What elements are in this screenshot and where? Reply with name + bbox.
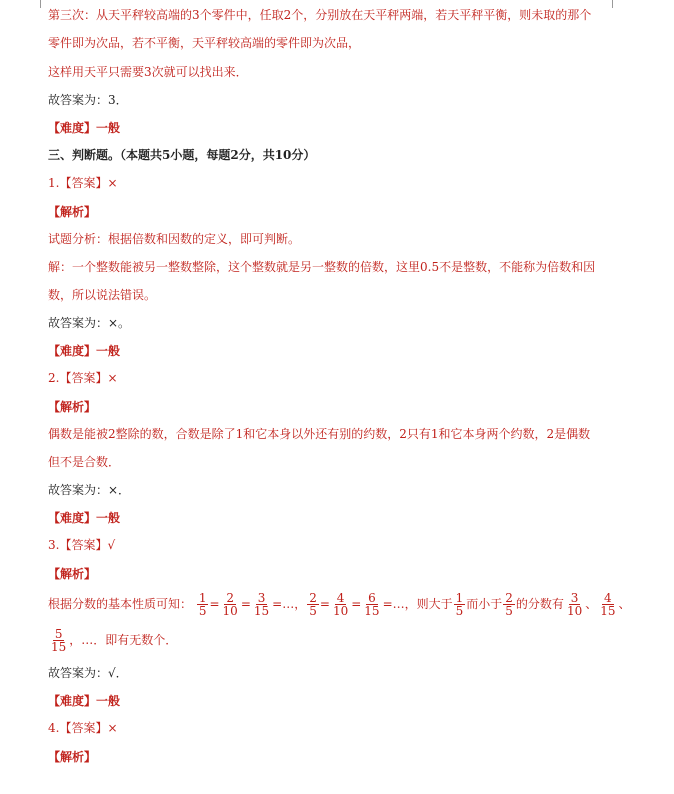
fraction: $\frac{1}{5}$: [198, 591, 207, 618]
difficulty-line: 【难度】一般: [48, 694, 121, 708]
fraction: $\frac{1}{5}$: [455, 591, 464, 618]
analysis-line: 数，所以说法错误。: [48, 288, 157, 302]
difficulty-line: 【难度】一般: [48, 511, 121, 525]
fraction-line: $\frac{5}{15}$ ，…．即有无数个．: [51, 627, 178, 654]
fraction: $\frac{2}{5}$: [309, 591, 317, 618]
analysis-line: 但不是合数．: [48, 455, 121, 469]
fraction: $\frac{3}{15}$: [253, 591, 270, 618]
answer-line: 故答案为：×。: [48, 316, 131, 330]
analysis-text: 根据分数的基本性质可知：: [48, 597, 193, 611]
question-answer: 2.【答案】×: [48, 371, 118, 385]
margin-mark-top-left: [40, 0, 41, 8]
fraction-line: 根据分数的基本性质可知： $\frac{1}{5}$ = $\frac{2}{10}$ = $\frac{3}{15}$ =…， $\frac{2}{5}$ = $\frac{4}{10}$ = $\frac{6}{15}$ =…，则大于 $\frac{1}{5}$ 而小于 $\frac{2}{5}$ 的分数有 $\frac{3}{10}$ 、 $\frac{4}{15}$ 、: [48, 591, 631, 618]
fraction: $\frac{5}{15}$: [51, 627, 67, 654]
section-heading: 三、判断题。（本题共5小题，每题2分，共10分）: [48, 148, 316, 162]
analysis-label: 【解析】: [48, 567, 97, 581]
solution-line: 第三次：从天平秤较高端的3个零件中，任取2个，分别放在天平秤两端，若天平秤平衡，则未取的那个: [48, 8, 592, 22]
difficulty-line: 【难度】一般: [48, 121, 121, 135]
fraction: $\frac{6}{15}$: [364, 591, 380, 618]
fraction: $\frac{3}{10}$: [566, 591, 583, 618]
answer-label: 1.【答案】×: [48, 176, 118, 190]
question-answer: 4.【答案】×: [48, 721, 118, 735]
analysis-line: 试题分析：根据倍数和因数的定义，即可判断。: [48, 232, 301, 246]
answer-line: 故答案为：√．: [48, 666, 128, 680]
analysis-line: 解：一个整数能被另一整数整除，这个整数就是另一整数的倍数，这里0.5不是整数，不能称为倍数和因: [48, 260, 596, 274]
fraction: $\frac{2}{10}$: [222, 591, 238, 618]
margin-mark-top-right: [612, 0, 613, 8]
difficulty-line: 【难度】一般: [48, 344, 121, 358]
analysis-label: 【解析】: [48, 205, 97, 219]
analysis-label: 【解析】: [48, 400, 97, 414]
question-answer: [48, 174, 118, 192]
answer-line: 故答案为：×．: [48, 483, 131, 497]
solution-line: 这样用天平只需要3次就可以找出来．: [48, 65, 248, 79]
fraction: $\frac{4}{10}$: [332, 591, 349, 618]
fraction: $\frac{2}{5}$: [505, 591, 513, 618]
answer-line: 故答案为：3．: [48, 93, 128, 107]
solution-line: 零件即为次品，若不平衡，天平秤较高端的零件即为次品，: [48, 36, 361, 50]
analysis-label: 【解析】: [48, 750, 97, 764]
analysis-line: 偶数是能被2整除的数，合数是除了1和它本身以外还有别的约数，2只有1和它本身两个约数，2是偶数: [48, 427, 591, 441]
question-answer: 3.【答案】√: [48, 538, 116, 552]
fraction: $\frac{4}{15}$: [600, 591, 616, 618]
